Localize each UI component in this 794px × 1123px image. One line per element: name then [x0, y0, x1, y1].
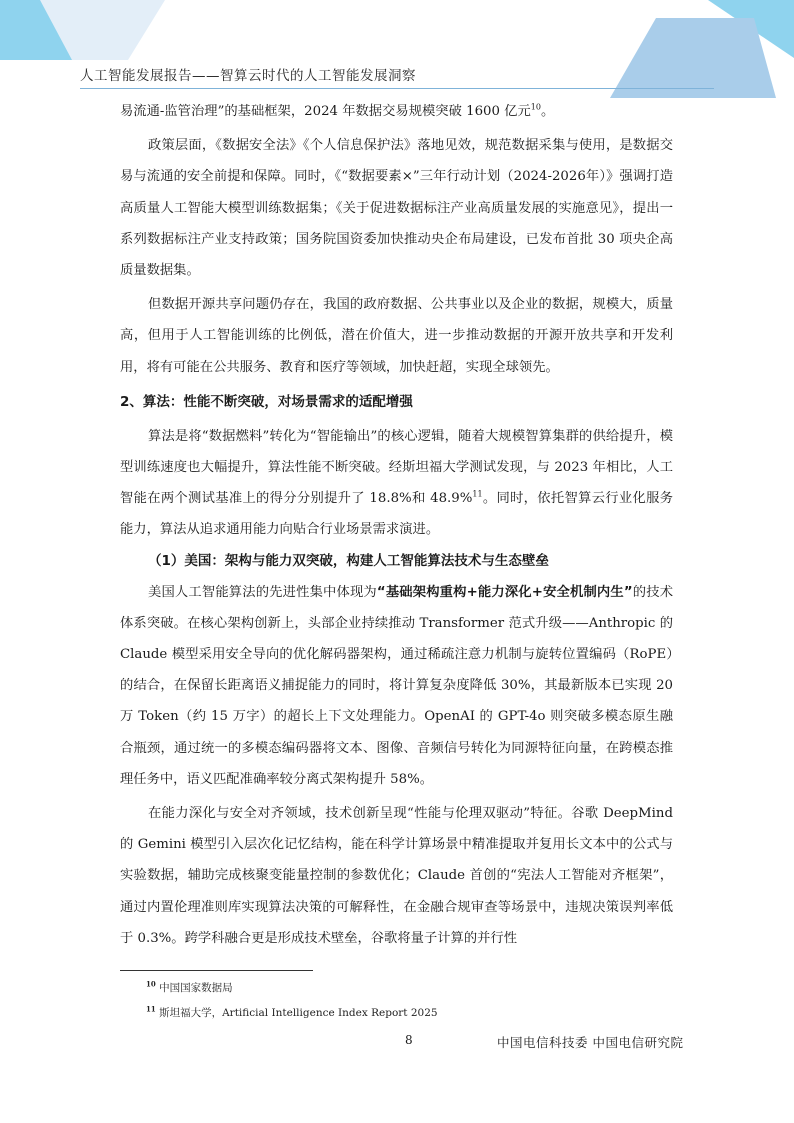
header-divider [80, 88, 714, 89]
header-title: 人工智能发展报告——智算云时代的人工智能发展洞察 [80, 68, 416, 84]
paragraph-algorithm: 算法是将“数据燃料”转化为“智能输出”的核心逻辑，随着大规模智算集群的供给提升，模型训练速度也大幅提升，算法性能不断突破。经斯坦福大学测试发现，与 2023 年相比，人工智能在两个测试基准上的得分分别提升了 18.8%和 48.9%$^{11}$。同时，依托智算云行业化服务能力，算法从追求通用能力向贴合行业场景需求演进。 [120, 428, 674, 538]
footer-organization: 中国电信科技委 中国电信研究院 [497, 1035, 684, 1050]
paragraph-policy: 政策层面，《数据安全法》《个人信息保护法》落地见效，规范数据采集与使用，是数据交易与流通的安全前提和保障。同时，《“数据要素×”三年行动计划（2024-2026年）》强调打造高质量人工智能大模型训练数据集；《关于促进数据标注产业高质量发展的实施意见》，提出一系列数据标注产业支持政策；国务院国资委加快推动央企布局建设，已发布首批 30 项央企高质量数据集。 [120, 138, 673, 279]
paragraph-data-sharing: 但数据开源共享问题仍存在，我国的政府数据、公共事业以及企业的数据，规模大，质量高，但用于人工智能训练的比例低，潜在价值大，进一步推动数据的开源开放共享和开发利用，将有可能在公共服务、教育和医疗等领域，加快赶超，实现全球领先。 [120, 297, 673, 375]
footnote-10: $^{10}$ 中国国家数据局 [146, 979, 233, 994]
top-left-decoration [0, 0, 170, 60]
paragraph-usa-architecture: 美国人工智能算法的先进性集中体现为“基础架构重构+能力深化+安全机制内生”的技术体系突破。在核心架构创新上，头部企业持续推动 Transformer 范式升级——Anthropic 的 Claude 模型采用安全导向的优化解码器架构，通过稀疏注意力机制与旋转位置编码（RoPE）的结合，在保留长距离语义捕捉能力的同时，将计算复杂度降低 30%，其最新版本已实现 20 万 Token（约 15 万字）的超长上下文处理能力。OpenAI 的 GPT-4o 则突破多模态原生融合瓶颈，通过统一的多模态编码器将文本、图像、音频信号转化为同源特征向量，在跨模态推理任务中，语义匹配准确率较分离式架构提升 58%。 [120, 584, 674, 787]
paragraph-capability-safety: 在能力深化与安全对齐领域，技术创新呈现“性能与伦理双驱动”特征。谷歌 DeepMind 的 Gemini 模型引入层次化记忆结构，能在科学计算场景中精准提取并复用长文本中的公式与实验数据，辅助完成核聚变能量控制的参数优化；Claude 首创的“宪法人工智能对齐框架”，通过内置伦理准则库实现算法决策的可解释性，在金融合规审查等场景中，违规决策误判率低于 0.3%。跨学科融合更是形成技术壁垒，谷歌将量子计算的并行性 [120, 806, 673, 946]
footnote-ref-10[interactable]: 10 [530, 102, 541, 112]
footnote-divider [120, 970, 313, 971]
top-right-decoration [610, 0, 794, 100]
section-heading-algorithm: 2、算法：性能不断突破，对场景需求的适配增强 [120, 393, 413, 410]
footnote-11: $^{11}$ 斯坦福大学，Artificial Intelligence Index Report 2025 [146, 1004, 438, 1019]
footnote-ref-11[interactable]: 11 [472, 489, 483, 499]
subsection-heading-usa: （1）美国：架构与能力双突破，构建人工智能算法技术与生态壁垒 [148, 552, 549, 569]
document-body [120, 96, 673, 954]
paragraph-continued: 易流通-监管治理”的基础框架，2024 年数据交易规模突破 1600 亿元$^{10}$。 [120, 102, 555, 119]
page-number: 8 [405, 1033, 413, 1047]
